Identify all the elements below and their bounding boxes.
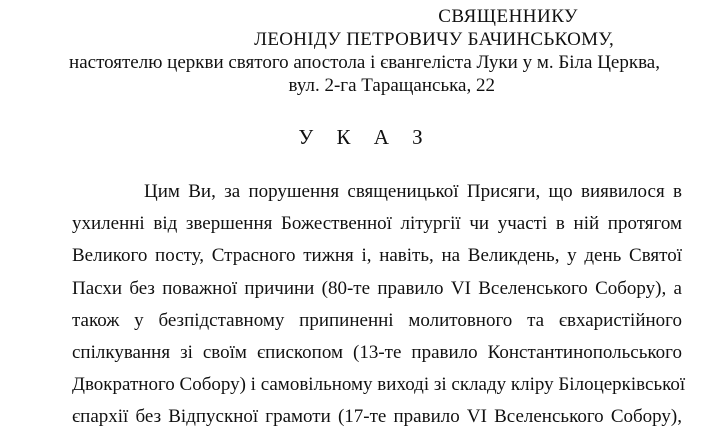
body-line: також у безпідставному припиненні молитовного та євхаристійного <box>72 309 682 331</box>
addressee-position: настоятелю церкви святого апостола і євангеліста Луки у м. Біла Церква, <box>69 52 660 73</box>
addressee-address: вул. 2-га Таращанська, 22 <box>288 75 495 96</box>
body-line: спілкування зі своїм єпископом (13-те правило Константинопольського <box>72 341 682 363</box>
addressee-name: ЛЕОНІДУ ПЕТРОВИЧУ БАЧИНСЬКОМУ, <box>254 29 614 50</box>
document-title: У К А З <box>298 125 432 149</box>
body-line: Пасхи без поважної причини (80-те правило VI Вселенського Собору), а <box>72 277 682 299</box>
body-line: єпархії без Відпускної грамоти (17-те правило VI Вселенського Собору), <box>72 406 682 428</box>
body-line: Двократного Собору) і самовільному виході зі складу кліру Білоцерківської <box>72 374 686 396</box>
body-line: Цим Ви, за порушення священицької Присяги, що виявилося в <box>144 181 682 202</box>
body-line: ухиленні від звершення Божественної літургії чи участі в ній протягом <box>72 213 682 235</box>
document-body <box>72 180 686 438</box>
addressee-title: СВЯЩЕННИКУ <box>438 6 578 27</box>
body-line: Великого посту, Страсного тижня і, навіть, на Великдень, у день Святої <box>72 245 682 267</box>
